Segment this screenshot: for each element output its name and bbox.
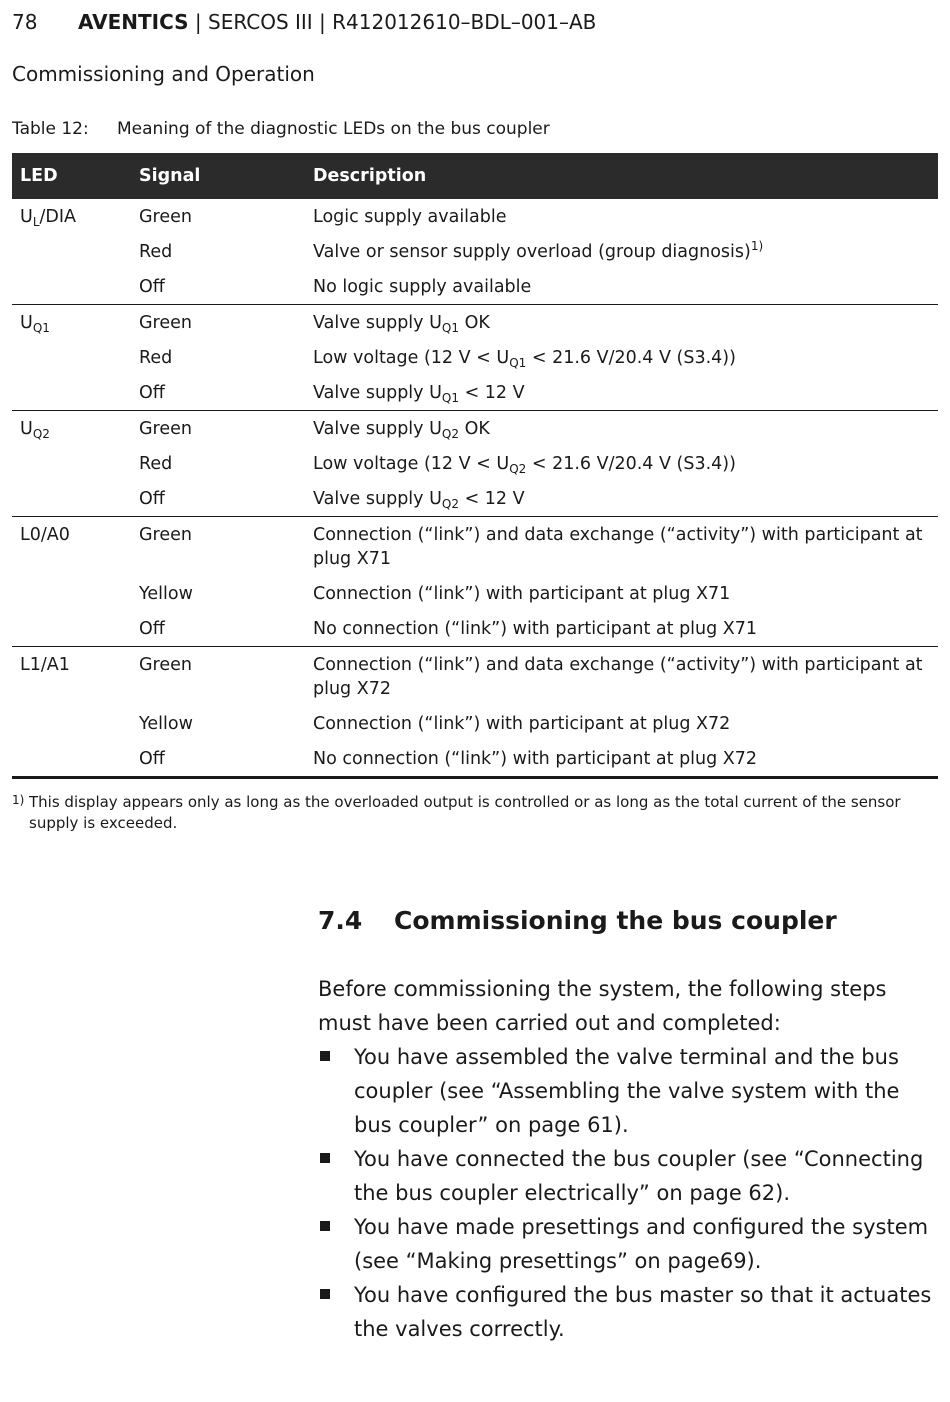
section-label: Commissioning and Operation [12,62,315,86]
led-cell [12,611,132,647]
table-row [12,647,938,707]
signal-cell: Green [139,655,192,675]
table-row [12,411,938,447]
page-number: 78 [12,10,38,34]
led-cell [12,481,132,517]
led-cell [12,741,132,778]
description-text: Valve or sensor supply overload (group diagnosis) [313,242,751,262]
column-header-signal: Signal [132,153,305,199]
description-cell [305,611,938,647]
description-text: No logic supply available [313,277,532,297]
led-cell [12,340,132,375]
table-row [12,706,938,741]
description-cell [305,269,938,305]
description-text: Valve supply U [313,313,442,333]
led-suffix: /DIA [39,207,77,227]
led-cell [12,305,132,341]
column-header-description: Description [305,153,938,199]
table-header-row [12,153,938,199]
description-text-end: OK [459,419,490,439]
signal-cell: Off [132,611,305,647]
description-cell [305,375,938,411]
table-row [12,340,938,375]
signal-cell: Off [132,269,305,305]
section-intro: Before commissioning the system, the following steps must have been carried out and completed: [318,977,887,1035]
led-name: U [20,207,33,227]
description-cell [305,340,938,375]
description-text-end: < 21.6 V/20.4 V (S3.4)) [526,454,736,474]
description-cell [305,706,938,741]
bullet-icon [320,1051,330,1061]
table-body [12,199,938,778]
brand-name: AVENTICS [78,10,189,34]
led-name: U [20,419,33,439]
table-caption-number: Table 12: [12,119,89,139]
table-caption-text: Meaning of the diagnostic LEDs on the bus coupler [117,119,550,139]
table-row [12,611,938,647]
table-row [12,375,938,411]
document-id: | SERCOS III | R412012610–BDL–001–AB [188,10,597,34]
description-text: Valve supply U [313,419,442,439]
led-cell [12,269,132,305]
description-text: No connection (“link”) with participant at plug X72 [313,749,758,769]
bullet-icon [320,1221,330,1231]
signal-cell: Yellow [139,714,193,734]
signal-cell: Green [139,419,192,439]
signal-cell: Yellow [139,584,193,604]
description-text-end: < 12 V [459,489,525,509]
description-text: Low voltage (12 V < U [313,454,510,474]
table-row [12,481,938,517]
led-table [12,153,938,779]
list-item-text: You have configured the bus master so that it actuates the valves correctly. [354,1283,932,1341]
description-cell [305,234,938,269]
led-cell [12,375,132,411]
led-cell [12,411,132,447]
page-header [12,10,596,34]
led-subscript: Q1 [32,321,50,335]
table-row [12,234,938,269]
list-item-text: You have made presettings and configured the system (see “Making presettings” on page69). [354,1215,929,1273]
section-title: Commissioning the bus coupler [394,906,837,935]
description-text: Low voltage (12 V < U [313,348,510,368]
signal-cell: Green [139,207,192,227]
table-caption [12,119,550,139]
description-text: Connection (“link”) with participant at plug X72 [313,714,731,734]
led-cell [12,647,132,707]
led-subscript: L [32,215,40,229]
footnote-reference: 1) [750,239,764,253]
description-cell [305,411,938,447]
description-text: No connection (“link”) with participant at plug X71 [313,619,758,639]
description-cell [305,576,938,611]
description-text: Valve supply U [313,489,442,509]
signal-cell: Red [139,454,173,474]
footnote [12,792,927,834]
section-heading [318,906,837,935]
led-cell [12,576,132,611]
description-text: Valve supply U [313,383,442,403]
list-item [318,1210,938,1278]
led-name: U [20,313,33,333]
description-subscript: Q1 [441,391,459,405]
description-cell [305,199,938,234]
signal-cell: Green [139,525,192,545]
list-item [318,1142,938,1210]
table-row [12,305,938,341]
description-text-end: < 12 V [459,383,525,403]
table-row [12,199,938,234]
signal-cell: Off [132,741,305,778]
led-cell [12,517,132,577]
list-item-text: You have connected the bus coupler (see “Connecting the bus coupler electrically” on page 62). [354,1147,924,1205]
description-subscript: Q2 [441,497,459,511]
led-name: L0/A0 [20,525,70,545]
description-text: Connection (“link”) and data exchange (“activity”) with participant at plug X72 [313,655,923,699]
table-row [12,741,938,778]
led-cell [12,234,132,269]
description-cell [305,741,938,778]
table-row [12,576,938,611]
led-cell [12,706,132,741]
column-header-led: LED [12,153,132,199]
description-cell [305,305,938,341]
list-item-text: You have assembled the valve terminal and the bus coupler (see “Assembling the valve system with the bus coupler” on page 61). [354,1045,900,1137]
footnote-mark: 1) [12,793,25,807]
signal-cell: Off [132,481,305,517]
signal-cell: Red [139,242,173,262]
footnote-text: This display appears only as long as the overloaded output is controlled or as long as the total current of the sensor supply is exceeded. [29,793,901,832]
signal-cell: Red [139,348,173,368]
led-cell [12,446,132,481]
led-cell [12,199,132,234]
description-text: Connection (“link”) and data exchange (“activity”) with participant at plug X71 [313,525,923,569]
signal-cell: Green [139,313,192,333]
description-cell [305,647,938,707]
description-text: Connection (“link”) with participant at plug X71 [313,584,731,604]
bullet-icon [320,1289,330,1299]
description-cell [305,446,938,481]
section-number: 7.4 [318,906,363,935]
description-cell [305,481,938,517]
signal-cell: Off [132,375,305,411]
description-text-end: < 21.6 V/20.4 V (S3.4)) [526,348,736,368]
table-row [12,517,938,577]
description-subscript: Q1 [441,321,459,335]
table-row [12,269,938,305]
prerequisite-list [318,1040,938,1346]
description-subscript: Q2 [509,462,527,476]
description-text-end: OK [459,313,490,333]
led-name: L1/A1 [20,655,70,675]
description-cell [305,517,938,577]
description-subscript: Q2 [441,427,459,441]
description-text: Logic supply available [313,207,507,227]
led-subscript: Q2 [32,427,50,441]
list-item [318,1040,938,1142]
description-subscript: Q1 [509,356,527,370]
list-item [318,1278,938,1346]
bullet-icon [320,1153,330,1163]
table-row [12,446,938,481]
